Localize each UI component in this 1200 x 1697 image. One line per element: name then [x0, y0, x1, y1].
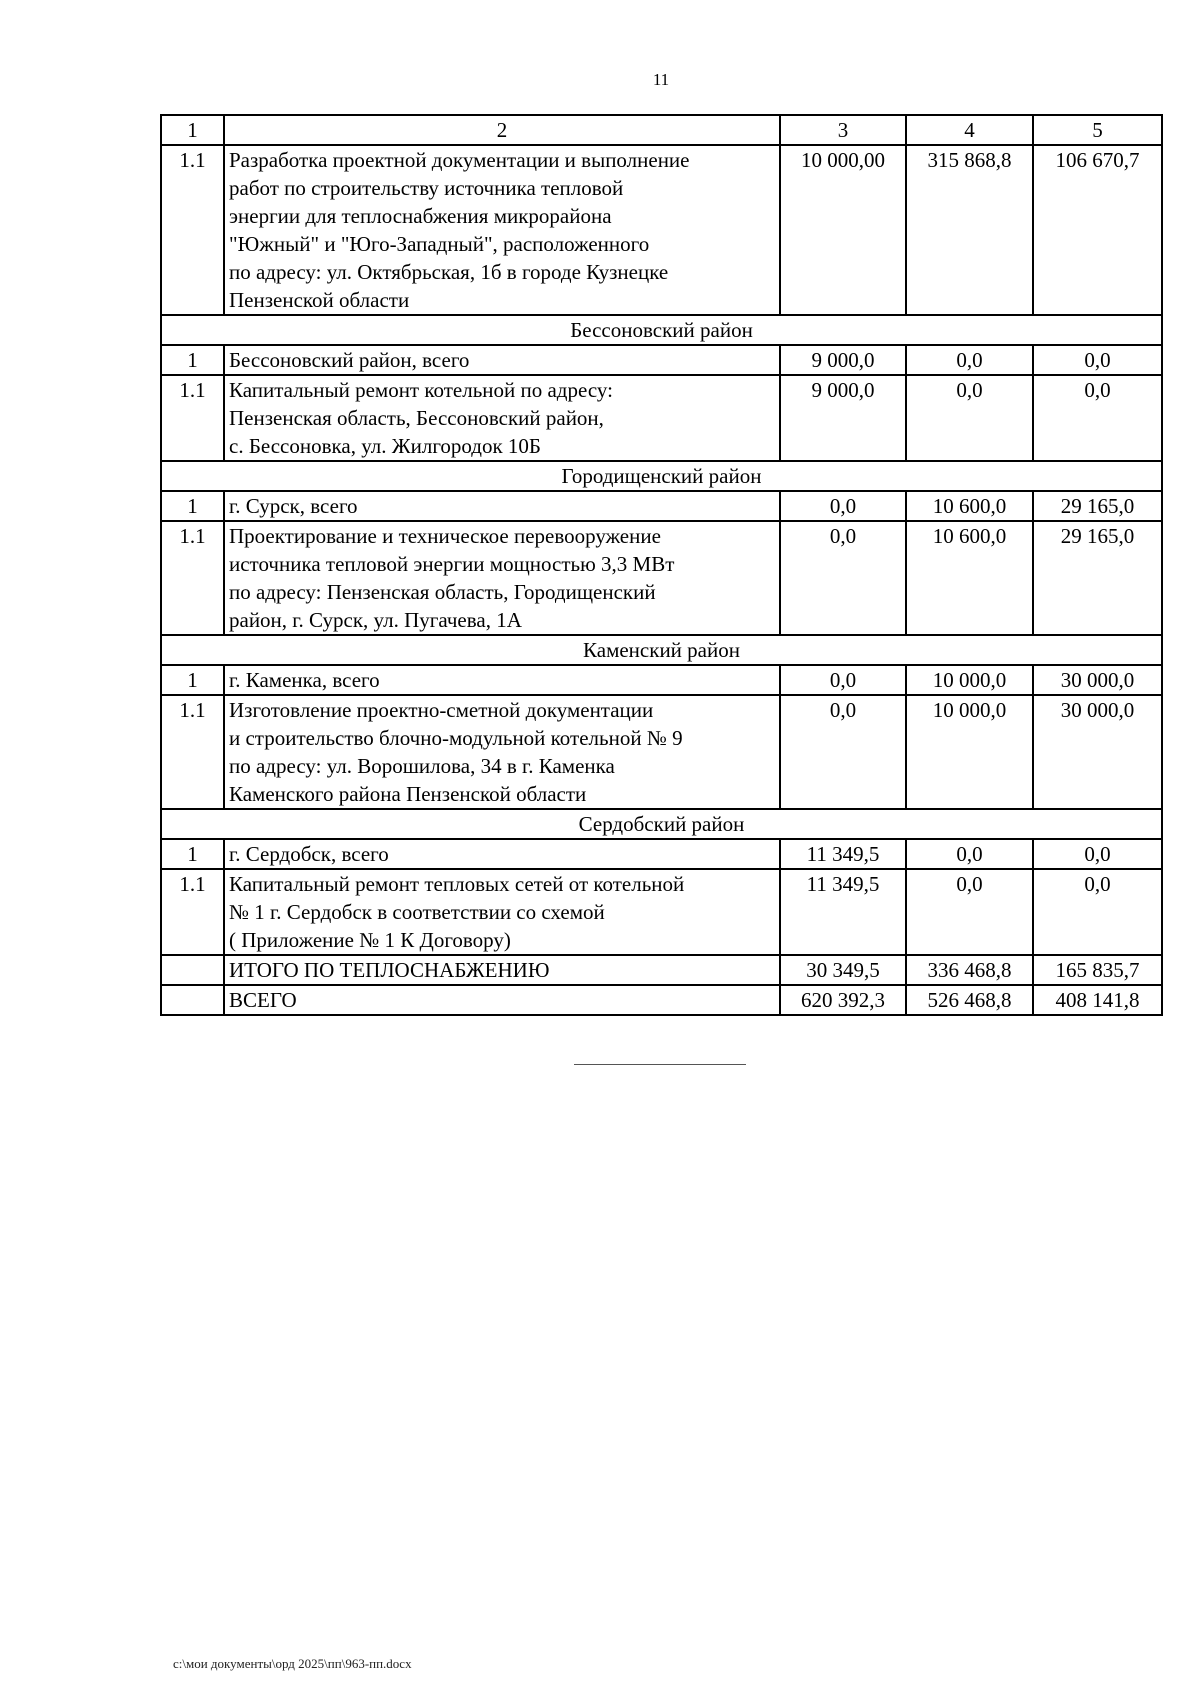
- row-number: 1.1: [161, 375, 224, 461]
- row-description: [224, 521, 780, 635]
- description-line: Бессоновский район, всего: [229, 348, 470, 372]
- district-row: [161, 461, 1162, 491]
- description-line: энергии для теплоснабжения микрорайона: [229, 204, 612, 228]
- table-row: [161, 345, 1162, 375]
- description-line: Каменского района Пензенской области: [229, 782, 587, 806]
- table-row: [161, 985, 1162, 1015]
- header-cell: 4: [906, 115, 1033, 145]
- row-number: 1.1: [161, 869, 224, 955]
- value-col-4: 10 000,0: [906, 695, 1033, 809]
- row-description: [224, 695, 780, 809]
- row-number: [161, 985, 224, 1015]
- description-line: по адресу: ул. Ворошилова, 34 в г. Каменка: [229, 754, 615, 778]
- table-row: [161, 145, 1162, 315]
- value-col-3: 30 349,5: [780, 955, 906, 985]
- table-row: [161, 375, 1162, 461]
- value-col-5: 29 165,0: [1033, 521, 1162, 635]
- description-line: № 1 г. Сердобск в соответствии со схемой: [229, 900, 605, 924]
- description-line: г. Сердобск, всего: [229, 842, 389, 866]
- value-col-4: 0,0: [906, 839, 1033, 869]
- row-description: [224, 665, 780, 695]
- value-col-4: 336 468,8: [906, 955, 1033, 985]
- row-number: 1: [161, 665, 224, 695]
- row-number: 1: [161, 491, 224, 521]
- row-number: 1.1: [161, 145, 224, 315]
- value-col-4: 0,0: [906, 345, 1033, 375]
- value-col-3: 10 000,00: [780, 145, 906, 315]
- value-col-3: 11 349,5: [780, 869, 906, 955]
- description-line: "Южный" и "Юго-Западный", расположенного: [229, 232, 650, 256]
- table-row: [161, 869, 1162, 955]
- description-line: ИТОГО ПО ТЕПЛОСНАБЖЕНИЮ: [229, 958, 550, 982]
- table-row: [161, 839, 1162, 869]
- value-col-4: 0,0: [906, 869, 1033, 955]
- row-description: [224, 985, 780, 1015]
- value-col-4: 10 000,0: [906, 665, 1033, 695]
- value-col-3: 0,0: [780, 665, 906, 695]
- value-col-3: 11 349,5: [780, 839, 906, 869]
- value-col-4: 526 468,8: [906, 985, 1033, 1015]
- row-description: [224, 869, 780, 955]
- value-col-5: 29 165,0: [1033, 491, 1162, 521]
- value-col-5: 165 835,7: [1033, 955, 1162, 985]
- row-number: [161, 955, 224, 985]
- table-row: [161, 665, 1162, 695]
- description-line: Изготовление проектно-сметной документации: [229, 698, 654, 722]
- row-description: [224, 375, 780, 461]
- value-col-3: 9 000,0: [780, 375, 906, 461]
- value-col-5: 408 141,8: [1033, 985, 1162, 1015]
- value-col-5: 0,0: [1033, 375, 1162, 461]
- description-line: Капитальный ремонт котельной по адресу:: [229, 378, 613, 402]
- description-line: источника тепловой энергии мощностью 3,3 МВт: [229, 552, 675, 576]
- description-line: г. Каменка, всего: [229, 668, 380, 692]
- value-col-4: 10 600,0: [906, 491, 1033, 521]
- description-line: Капитальный ремонт тепловых сетей от котельной: [229, 872, 685, 896]
- row-number: 1.1: [161, 695, 224, 809]
- value-col-5: 106 670,7: [1033, 145, 1162, 315]
- description-line: Проектирование и техническое перевооружение: [229, 524, 661, 548]
- description-line: ( Приложение № 1 К Договору): [229, 928, 511, 952]
- district-row: [161, 809, 1162, 839]
- value-col-3: 9 000,0: [780, 345, 906, 375]
- row-number: 1: [161, 839, 224, 869]
- value-col-5: 0,0: [1033, 345, 1162, 375]
- description-line: ВСЕГО: [229, 988, 297, 1012]
- description-line: г. Сурск, всего: [229, 494, 358, 518]
- table-body: [161, 115, 1162, 1015]
- description-line: с. Бессоновка, ул. Жилгородок 10Б: [229, 434, 541, 458]
- header-cell: 1: [161, 115, 224, 145]
- district-row: [161, 315, 1162, 345]
- header-cell: 3: [780, 115, 906, 145]
- description-line: работ по строительству источника тепловой: [229, 176, 624, 200]
- row-number: 1.1: [161, 521, 224, 635]
- description-line: по адресу: ул. Октябрьская, 1б в городе Кузнецке: [229, 260, 669, 284]
- value-col-3: 0,0: [780, 491, 906, 521]
- end-separator-line: [574, 1064, 746, 1065]
- description-line: и строительство блочно-модульной котельной № 9: [229, 726, 683, 750]
- row-description: [224, 491, 780, 521]
- header-cell: 2: [224, 115, 780, 145]
- table-header-row: [161, 115, 1162, 145]
- value-col-5: 0,0: [1033, 869, 1162, 955]
- district-name: Сердобский район: [161, 809, 1162, 839]
- description-line: Разработка проектной документации и выполнение: [229, 148, 690, 172]
- table-row: [161, 491, 1162, 521]
- funding-table: [160, 114, 1163, 1016]
- description-line: район, г. Сурск, ул. Пугачева, 1А: [229, 608, 522, 632]
- value-col-4: 315 868,8: [906, 145, 1033, 315]
- district-name: Городищенский район: [161, 461, 1162, 491]
- table-row: [161, 955, 1162, 985]
- row-description: [224, 145, 780, 315]
- table-row: [161, 521, 1162, 635]
- description-line: по адресу: Пензенская область, Городищенский: [229, 580, 656, 604]
- row-description: [224, 839, 780, 869]
- value-col-3: 620 392,3: [780, 985, 906, 1015]
- district-name: Бессоновский район: [161, 315, 1162, 345]
- district-row: [161, 635, 1162, 665]
- district-name: Каменский район: [161, 635, 1162, 665]
- row-description: [224, 955, 780, 985]
- value-col-4: 10 600,0: [906, 521, 1033, 635]
- description-line: Пензенской области: [229, 288, 410, 312]
- value-col-5: 0,0: [1033, 839, 1162, 869]
- value-col-3: 0,0: [780, 695, 906, 809]
- value-col-3: 0,0: [780, 521, 906, 635]
- description-line: Пензенская область, Бессоновский район,: [229, 406, 604, 430]
- header-cell: 5: [1033, 115, 1162, 145]
- footer-file-path: c:\мои документы\орд 2025\пп\963-пп.docx: [173, 1656, 412, 1671]
- row-description: [224, 345, 780, 375]
- value-col-5: 30 000,0: [1033, 695, 1162, 809]
- row-number: 1: [161, 345, 224, 375]
- table-row: [161, 695, 1162, 809]
- page-number: 11: [652, 70, 670, 89]
- value-col-5: 30 000,0: [1033, 665, 1162, 695]
- value-col-4: 0,0: [906, 375, 1033, 461]
